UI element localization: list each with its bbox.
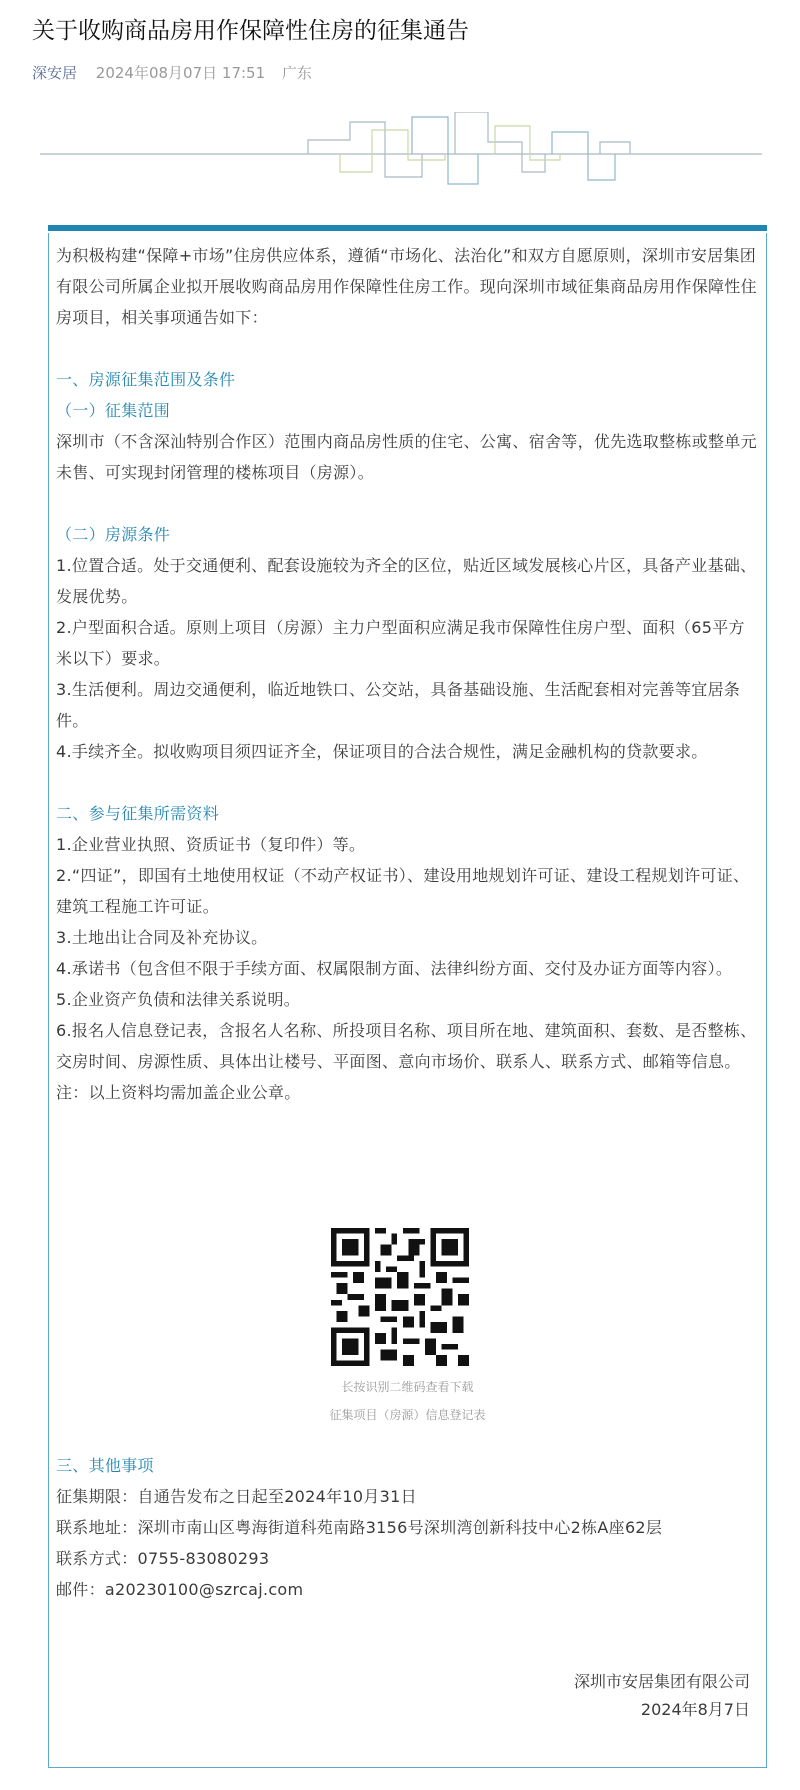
- material-item: 4.承诺书（包含但不限于手续方面、权属限制方面、法律纠纷方面、交付及办证方面等内容）。: [56, 959, 733, 978]
- account-name-link[interactable]: 深安居: [32, 64, 78, 82]
- contact-address: 联系地址：深圳市南山区粤海街道科苑南路3156号深圳湾创新科技中心2栋A座62层: [56, 1518, 663, 1537]
- material-item: 1.企业营业执照、资质证书（复印件）等。: [56, 835, 366, 854]
- section1-heading: 一、房源征集范围及条件: [56, 370, 236, 389]
- materials-note: 注：以上资料均需加盖企业公章。: [56, 1083, 301, 1102]
- section1-sub2-heading: （二）房源条件: [56, 525, 171, 544]
- condition-item: 1.位置合适。处于交通便利、配套设施较为齐全的区位，贴近区域发展核心片区，具备产业基础、发展优势。: [56, 556, 757, 606]
- section2-heading: 二、参与征集所需资料: [56, 804, 220, 823]
- intro-paragraph: 为积极构建“保障+市场”住房供应体系，遵循“市场化、法治化”和双方自愿原则，深圳市安居集团有限公司所属企业拟开展收购商品房用作保障性住房工作。现向深圳市域征集商品房用作保障性住房项目，相关事项通告如下：: [56, 246, 757, 327]
- condition-item: 4.手续齐全。拟收购项目须四证齐全，保证项目的合法合规性，满足金融机构的贷款要求。: [56, 742, 708, 761]
- section3-block: [56, 1450, 759, 1605]
- qr-code-image[interactable]: [331, 1228, 469, 1366]
- contact-email: 邮件：a20230100@szrcaj.com: [56, 1580, 304, 1599]
- article-body: [56, 240, 759, 1108]
- qr-caption-2: 征集项目（房源）信息登记表: [329, 1408, 486, 1422]
- material-item: 5.企业资产负债和法律关系说明。: [56, 990, 301, 1009]
- qr-caption-1: 长按识别二维码查看下载: [341, 1380, 474, 1394]
- material-item: 3.土地出让合同及补充协议。: [56, 928, 268, 947]
- signature-date: 2024年8月7日: [640, 1700, 750, 1719]
- article-title: 关于收购商品房用作保障性住房的征集通告: [32, 18, 469, 44]
- condition-item: 3.生活便利。周边交通便利，临近地铁口、公交站，具备基础设施、生活配套相对完善等宜居条件。: [56, 680, 741, 730]
- section1-sub1-text: 深圳市（不含深汕特别合作区）范围内商品房性质的住宅、公寓、宿舍等，优先选取整栋或整单元未售、可实现封闭管理的楼栋项目（房源）。: [56, 432, 757, 482]
- collection-period: 征集期限：自通告发布之日起至2024年10月31日: [56, 1487, 417, 1506]
- section3-heading: 三、其他事项: [56, 1456, 154, 1475]
- publish-datetime: 2024年08月07日 17:51: [95, 64, 266, 82]
- material-item: 2.“四证”，即国有土地使用权证（不动产权证书）、建设用地规划许可证、建设工程规划许可证、建筑工程施工许可证。: [56, 866, 750, 916]
- signature-org: 深圳市安居集团有限公司: [573, 1672, 750, 1691]
- section1-sub1-heading: （一）征集范围: [56, 401, 171, 420]
- content-frame-top-bar: [48, 225, 767, 231]
- skyline-decoration: [40, 112, 762, 230]
- article-meta: [32, 62, 324, 84]
- material-item: 6.报名人信息登记表，含报名人名称、所投项目名称、项目所在地、建筑面积、套数、是否整栋、交房时间、房源性质、具体出让楼号、平面图、意向市场价、联系人、联系方式、邮箱等信息。: [56, 1021, 757, 1071]
- condition-item: 2.户型面积合适。原则上项目（房源）主力户型面积应满足我市保障性住房户型、面积（65平方米以下）要求。: [56, 618, 745, 668]
- contact-phone: 联系方式：0755-83080293: [56, 1549, 270, 1568]
- publish-region: 广东: [281, 64, 312, 82]
